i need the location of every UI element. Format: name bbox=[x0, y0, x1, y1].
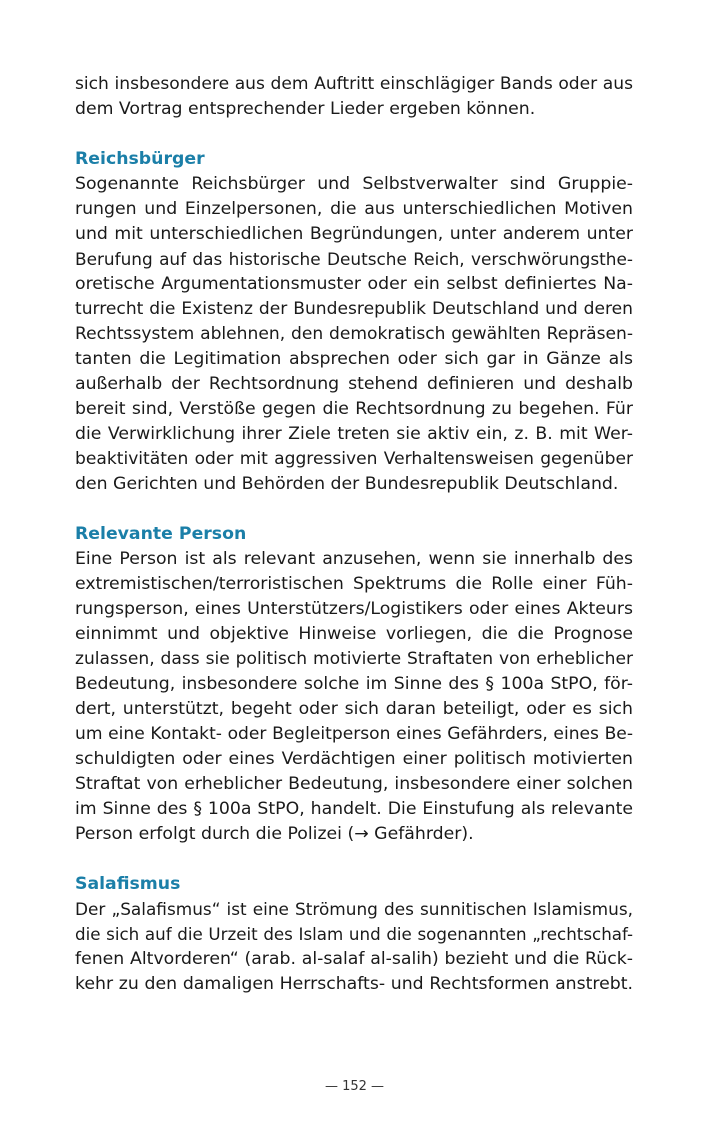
section-heading: Reichsbürger bbox=[75, 149, 205, 169]
section-salafismus bbox=[75, 872, 633, 997]
text-line: extremistischen/terroristischen Spektrums die Rolle einer Füh- bbox=[75, 574, 633, 594]
section-body bbox=[75, 547, 633, 847]
text-line: tanten die Legitimation absprechen oder sich gar in Gänze als bbox=[75, 349, 633, 369]
text-line: Eine Person ist als relevant anzusehen, wenn sie innerhalb des bbox=[75, 549, 633, 569]
section-reichsbuerger bbox=[75, 147, 633, 497]
text-line: und mit unterschiedlichen Begründungen, unter anderem unter bbox=[75, 224, 633, 244]
page-number: — 152 — bbox=[324, 1079, 385, 1094]
text-line: rungen und Einzelpersonen, die aus unterschiedlichen Motiven bbox=[75, 199, 633, 219]
text-line: kehr zu den damaligen Herrschafts- und Rechtsformen anstrebt. bbox=[75, 974, 633, 994]
text-line: um eine Kontakt- oder Begleitperson eines Gefährders, eines Be- bbox=[75, 724, 633, 744]
section-body bbox=[75, 897, 633, 997]
text-line: die sich auf die Urzeit des Islam und die sogenannten „rechtschaf- bbox=[75, 924, 633, 944]
text-line: sich insbesondere aus dem Auftritt einschlägiger Bands oder aus bbox=[75, 74, 633, 94]
text-line: beaktivitäten oder mit aggressiven Verhaltensweisen gegenüber bbox=[75, 449, 633, 469]
text-line: Rechtssystem ablehnen, den demokratisch gewählten Repräsen- bbox=[75, 324, 633, 344]
text-line: Sogenannte Reichsbürger und Selbstverwalter sind Gruppie- bbox=[75, 174, 633, 194]
text-line: oretische Argumentationsmuster oder ein selbst definiertes Na- bbox=[75, 274, 633, 294]
section-relevante-person bbox=[75, 522, 633, 847]
section-heading: Salafismus bbox=[75, 874, 181, 894]
section-body bbox=[75, 172, 633, 497]
text-line: Bedeutung, insbesondere solche im Sinne des § 100a StPO, för- bbox=[75, 674, 633, 694]
section-heading: Relevante Person bbox=[75, 524, 247, 544]
text-line: Person erfolgt durch die Polizei (→ Gefährder). bbox=[75, 824, 474, 844]
text-line: schuldigten oder eines Verdächtigen einer politisch motivierten bbox=[75, 749, 633, 769]
text-line: den Gerichten und Behörden der Bundesrepublik Deutschland. bbox=[75, 474, 619, 494]
text-line: turrecht die Existenz der Bundesrepublik Deutschland und deren bbox=[75, 299, 633, 319]
text-line: Der „Salafismus“ ist eine Strömung des sunnitischen Islamismus, bbox=[75, 899, 633, 919]
text-line: außerhalb der Rechtsordnung stehend definieren und deshalb bbox=[75, 374, 633, 394]
intro-paragraph bbox=[75, 72, 633, 122]
text-line: Berufung auf das historische Deutsche Reich, verschwörungsthe- bbox=[75, 249, 633, 269]
text-line: bereit sind, Verstöße gegen die Rechtsordnung zu begehen. Für bbox=[75, 399, 633, 419]
text-line: Straftat von erheblicher Bedeutung, insbesondere einer solchen bbox=[75, 774, 633, 794]
text-line: dem Vortrag entsprechender Lieder ergeben können. bbox=[75, 99, 536, 119]
text-line: im Sinne des § 100a StPO, handelt. Die Einstufung als relevante bbox=[75, 799, 633, 819]
text-line: dert, unterstützt, begeht oder sich daran beteiligt, oder es sich bbox=[75, 699, 633, 719]
document-page bbox=[75, 72, 633, 997]
text-line: zulassen, dass sie politisch motivierte Straftaten von erheblicher bbox=[75, 649, 633, 669]
text-line: rungsperson, eines Unterstützers/Logistikers oder eines Akteurs bbox=[75, 599, 633, 619]
text-line: einnimmt und objektive Hinweise vorliegen, die die Prognose bbox=[75, 624, 633, 644]
text-line: fenen Altvorderen“ (arab. al-salaf al-salih) bezieht und die Rück- bbox=[75, 949, 633, 969]
text-line: die Verwirklichung ihrer Ziele treten sie aktiv ein, z. B. mit Wer- bbox=[75, 424, 633, 444]
